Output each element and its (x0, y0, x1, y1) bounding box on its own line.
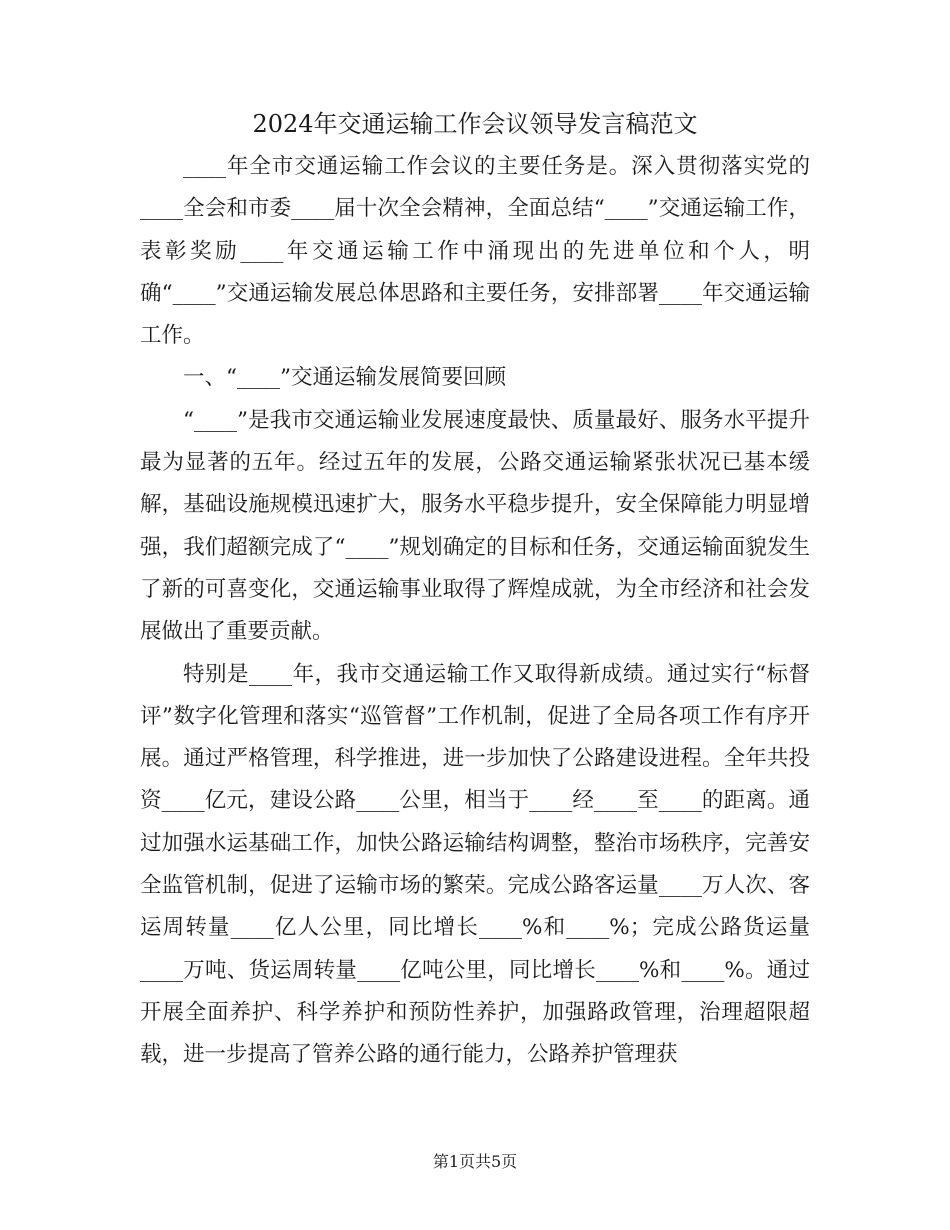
section-heading: 一、“____”交通运输发展简要回顾 (183, 365, 506, 391)
page-number: 第1页共5页 (432, 1152, 518, 1171)
document-body (140, 146, 810, 1077)
paragraph-review: “____”是我市交通运输业发展速度最快、质量最好、服务水平提升最为显著的五年。经过五年的发展，公路交通运输紧张状况已基本缓解，基础设施规模迅速扩大，服务水平稳步提升，安全保障能力明显增强，我们超额完成了“____”规划确定的目标和任务，交通运输面貌发生了新的可喜变化，交通运输事业取得了辉煌成就，为全市经济和社会发展做出了重要贡献。 (140, 407, 810, 645)
paragraph-achievements: 特别是____年，我市交通运输工作又取得新成绩。通过实行“标督评”数字化管理和落实“巡管督”工作机制，促进了全局各项工作有序开展。通过严格管理，科学推进，进一步加快了公路建设进程。全年共投资____亿元，建设公路____公里，相当于____经____至____的距离。通过加强水运基础工作，加快公路运输结构调整，整治市场秩序，完善安全监管机制，促进了运输市场的繁荣。完成公路客运量____万人次、客运周转量____亿人公里，同比增长____%和____%；完成公路货运量____万吨、货运周转量____亿吨公里，同比增长____%和____%。通过开展全面养护、科学养护和预防性养护，加强路政管理，治理超限超载，进一步提高了管养公路的通行能力，公路养护管理获 (140, 661, 810, 1068)
document-title: 2024年交通运输工作会议领导发言稿范文 (252, 110, 698, 138)
paragraph-intro: ____年全市交通运输工作会议的主要任务是。深入贯彻落实党的____全会和市委____届十次全会精神，全面总结“____”交通运输工作，表彰奖励____年交通运输工作中涌现出的先进单位和个人，明确“____”交通运输发展总体思路和主要任务，安排部署____年交通运输工作。 (140, 154, 810, 349)
